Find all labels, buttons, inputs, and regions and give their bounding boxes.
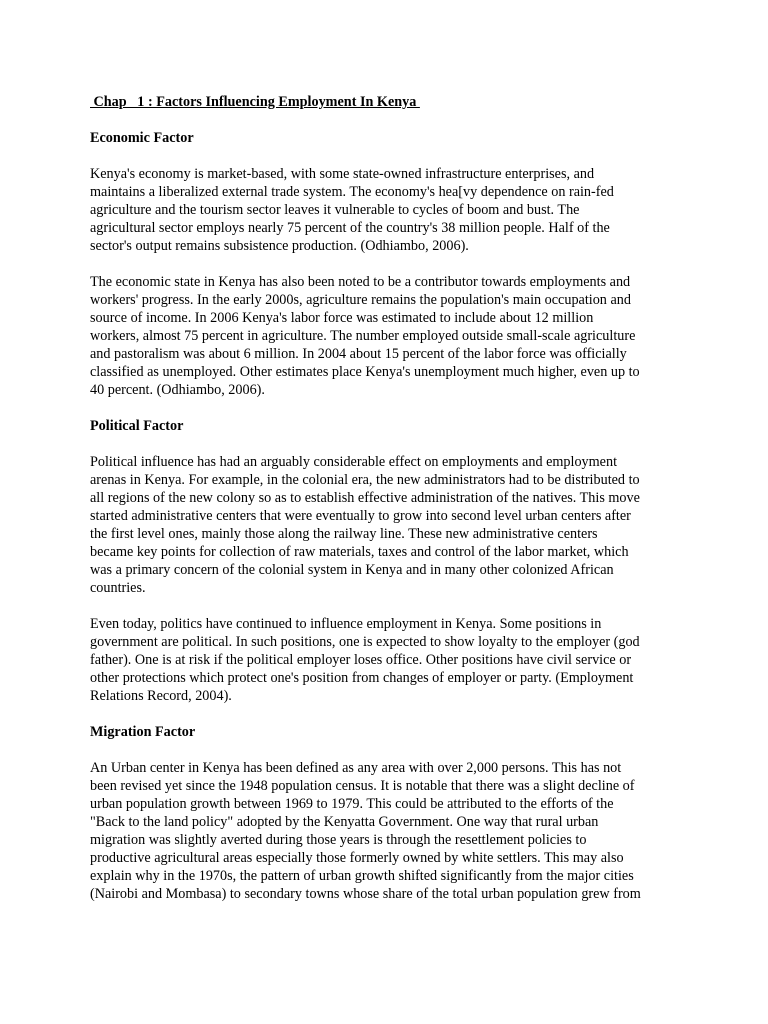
document-page [90, 93, 680, 921]
text-line: migration was slightly averted during those years is through the resettlement policies to [90, 832, 587, 848]
text-line: all regions of the new colony so as to establish effective administration of the natives. This move [90, 490, 640, 506]
text-line: source of income. In 2006 Kenya's labor force was estimated to include about 12 million [90, 310, 594, 326]
text-line: and pastoralism was about 6 million. In 2004 about 15 percent of the labor force was officially [90, 346, 627, 362]
text-line: 40 percent. (Odhiambo, 2006). [90, 382, 265, 398]
text-line: countries. [90, 580, 146, 596]
text-line: been revised yet since the 1948 population census. It is notable that there was a slight decline of [90, 778, 635, 794]
text-line: workers, almost 75 percent in agriculture. The number employed outside small-scale agriculture [90, 328, 636, 344]
text-line: became key points for collection of raw materials, taxes and control of the labor market, which [90, 544, 629, 560]
text-line: agriculture and the tourism sector leaves it vulnerable to cycles of boom and bust. The [90, 202, 580, 218]
text-line: sector's output remains subsistence production. (Odhiambo, 2006). [90, 238, 469, 254]
section-heading: Migration Factor [90, 724, 196, 740]
document-body [90, 129, 680, 903]
body-paragraph [90, 453, 680, 597]
text-line: father). One is at risk if the political employer loses office. Other positions have civil service or [90, 652, 632, 668]
text-line: arenas in Kenya. For example, in the colonial era, the new administrators had to be distributed to [90, 472, 640, 488]
body-paragraph [90, 759, 680, 903]
text-line: "Back to the land policy" adopted by the Kenyatta Government. One way that rural urban [90, 814, 599, 830]
text-line: the first level ones, mainly those along the railway line. These new administrative centers [90, 526, 598, 542]
text-line: other protections which protect one's position from changes of employer or party. (Employment [90, 670, 634, 686]
text-line: Political influence has had an arguably considerable effect on employments and employment [90, 454, 618, 470]
text-line: Even today, politics have continued to influence employment in Kenya. Some positions in [90, 616, 602, 632]
section-heading: Political Factor [90, 418, 184, 434]
text-line: explain why in the 1970s, the pattern of urban growth shifted significantly from the major cities [90, 868, 634, 884]
text-line: workers' progress. In the early 2000s, agriculture remains the population's main occupation and [90, 292, 631, 308]
text-line: government are political. In such positions, one is expected to show loyalty to the employer (god [90, 634, 640, 650]
text-line: (Nairobi and Mombasa) to secondary towns whose share of the total urban population grew from [90, 886, 641, 902]
text-line: maintains a liberalized external trade system. The economy's hea[vy dependence on rain-fed [90, 184, 614, 200]
text-line: Relations Record, 2004). [90, 688, 232, 704]
text-line: started administrative centers that were eventually to grow into second level urban centers after [90, 508, 631, 524]
section-heading: Economic Factor [90, 130, 194, 146]
text-line: productive agricultural areas especially those formerly owned by white settlers. This may also [90, 850, 624, 866]
text-line: An Urban center in Kenya has been defined as any area with over 2,000 persons. This has not [90, 760, 622, 776]
text-line: was a primary concern of the colonial system in Kenya and in many other colonized African [90, 562, 614, 578]
text-line: classified as unemployed. Other estimates place Kenya's unemployment much higher, even up to [90, 364, 640, 380]
text-line: agricultural sector employs nearly 75 percent of the country's 38 million people. Half of the [90, 220, 610, 236]
chapter-title: Chap 1 : Factors Influencing Employment In Kenya [90, 94, 420, 110]
body-paragraph [90, 615, 680, 705]
body-paragraph [90, 165, 680, 255]
text-line: urban population growth between 1969 to 1979. This could be attributed to the efforts of the [90, 796, 614, 812]
text-line: The economic state in Kenya has also been noted to be a contributor towards employments and [90, 274, 631, 290]
body-paragraph [90, 273, 680, 399]
text-line: Kenya's economy is market-based, with some state-owned infrastructure enterprises, and [90, 166, 595, 182]
